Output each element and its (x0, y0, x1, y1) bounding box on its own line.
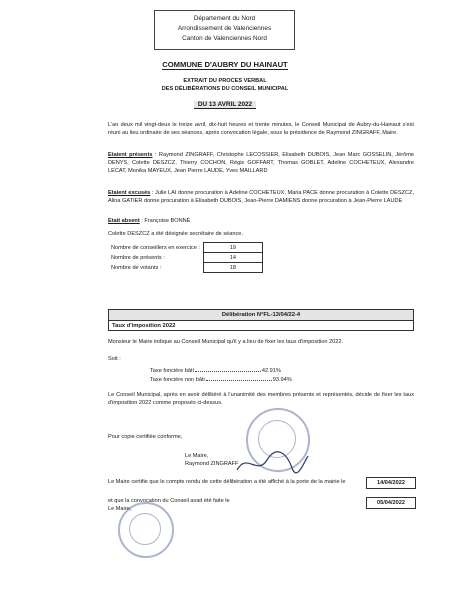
deliberation-box (108, 309, 414, 331)
cert-line-1: Le Maire certifie que le compte rendu de cette délibération a été affiché à la porte de la mairie le (108, 479, 346, 485)
count-label: Nombre de votants : (111, 264, 162, 271)
deliberation-subject: Taux d'imposition 2022 (112, 323, 176, 329)
absent-label: Etait absent (108, 218, 140, 224)
excused-label: Etaient excusés (108, 190, 151, 196)
tax-value: 93.94% (272, 377, 292, 383)
cert-line-3: Le Maire, (108, 506, 132, 512)
count-row (108, 243, 262, 253)
extract-title (0, 78, 450, 93)
signature-scribble (232, 450, 312, 478)
signature-title: Le Maire, (185, 453, 209, 459)
present-text: : Raymond ZINGRAFF, Christophe LECOSSIER, Elisabeth DUBOIS, Jean Marc GOSSELIN, Jérôme DENYS, Colette DESZCZ, Thierry COCHON, Régis GOFFART, Thomas GOBLET, Adeline COCHETEUX, Alexandre LECAT, Monika MAYEUX, Jean Pierre LAUDE, Yves MAILLARD (108, 152, 414, 174)
header-box (154, 10, 295, 50)
excused-paragraph (108, 190, 414, 206)
extract-line-1: EXTRAIT DU PROCES VERBAL (183, 78, 267, 84)
count-value: 19 (203, 243, 262, 253)
footer-seal (118, 502, 174, 558)
present-label: Etaient présents (108, 152, 153, 158)
deliberation-number: Délibération N°FL-13/04/22-4 (109, 310, 413, 321)
tax-row (150, 367, 410, 376)
canton-line: Canton de Valenciennes Nord (182, 35, 267, 42)
body-text: Monsieur le Maire indique au Conseil Municipal qu'il y a lieu de fixer les taux d'imposition 2022. (108, 339, 344, 345)
signature-name: Raymond ZINGRAFF (185, 461, 239, 467)
certified-line: Pour copie certifiée conforme, (108, 434, 183, 440)
count-value: 18 (203, 263, 262, 273)
commune-title: COMMUNE D'AUBRY DU HAINAUT (162, 60, 288, 69)
count-label: Nombre de présents : (111, 254, 165, 261)
count-label: Nombre de conseillers en exercice : (111, 244, 200, 251)
count-row (108, 263, 262, 273)
session-date: DU 13 AVRIL 2022 (0, 101, 450, 109)
absent-text: : Françoise BONNÉ (141, 218, 191, 224)
arrondissement-line: Arrondissement de Valenciennes (177, 25, 272, 32)
extract-line-2: DES DÉLIBÉRATIONS DU CONSEIL MUNICIPAL (161, 85, 289, 92)
soit-label: Soit : (108, 356, 121, 362)
counts-table (108, 242, 263, 273)
secretary-line: Colette DESZCZ a été désignée secrétaire de séance. (108, 231, 243, 237)
decision-paragraph: Le Conseil Municipal, après en avoir délibéré à l'unanimité des membres présents et représentés, décide de fixer les taux d'imposition 2022 comme proposés ci-dessus. (108, 392, 414, 406)
absent-paragraph (108, 218, 414, 226)
cert-line-2: et que la convocation du Conseil avait été faite le (108, 498, 230, 504)
count-value: 14 (203, 253, 262, 263)
tax-value: 42.91% (261, 368, 281, 374)
count-row (108, 253, 262, 263)
tax-row (150, 376, 410, 385)
department-line: Département du Nord (193, 15, 256, 22)
tax-label: Taxe foncière bâti (150, 368, 194, 374)
tax-label: Taxe foncière non bâti (150, 377, 205, 383)
excused-text: : Julie LAI donne procuration à Adeline COCHETEUX, Maria PACE donne procuration à Colette DESZCZ, Alina GATIER donne procuration à Elisabeth DUBOIS, Jean-Pierre DAMIENS donne procuration à Jean-Pierre LAUDE (108, 190, 414, 204)
cert-date-2: 05/04/2022 (366, 497, 416, 509)
present-paragraph (108, 152, 414, 175)
cert-date-1: 14/04/2022 (366, 477, 416, 489)
intro-paragraph: L'an deux mil vingt-deux le treize avril, dix-huit heures et trente minutes, le Conseil Municipal de Aubry-du-Hainaut s'est réuni au lieu ordinaire de ses séances, après convocation légale, sous la présidence de Raymond ZINGRAFF, Maire. (108, 122, 414, 136)
